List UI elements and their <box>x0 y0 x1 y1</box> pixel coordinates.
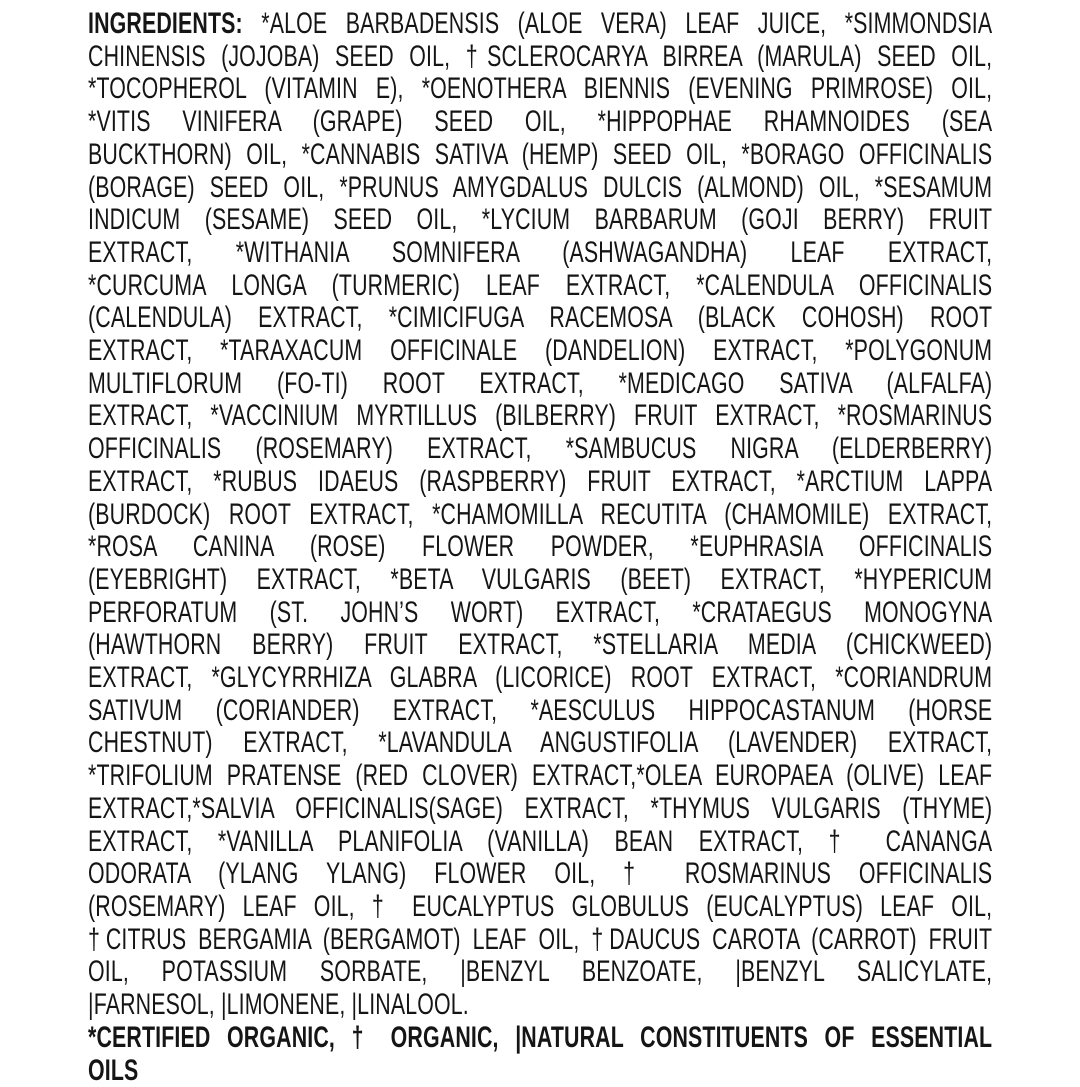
ingredients-line: †CITRUS BERGAMIA (BERGAMOT) LEAF OIL, †DAUCUS CAROTA (CARROT) FRUIT <box>88 924 992 957</box>
ingredients-line: OILS <box>88 1055 992 1087</box>
ingredients-line: OIL, POTASSIUM SORBATE, |BENZYL BENZOATE, |BENZYL SALICYLATE, <box>88 956 992 989</box>
ingredients-line: INGREDIENTS: *ALOE BARBADENSIS (ALOE VERA) LEAF JUICE, *SIMMONDSIA <box>88 8 992 41</box>
ingredients-line: ODORATA (YLANG YLANG) FLOWER OIL, † ROSMARINUS OFFICINALIS <box>88 858 992 891</box>
ingredients-line: *TOCOPHEROL (VITAMIN E), *OENOTHERA BIENNIS (EVENING PRIMROSE) OIL, <box>88 73 992 106</box>
ingredients-line: *CERTIFIED ORGANIC, † ORGANIC, |NATURAL CONSTITUENTS OF ESSENTIAL <box>88 1022 992 1055</box>
ingredients-line: MULTIFLORUM (FO-TI) ROOT EXTRACT, *MEDICAGO SATIVA (ALFALFA) <box>88 368 992 401</box>
ingredients-line: (ROSEMARY) LEAF OIL, † EUCALYPTUS GLOBULUS (EUCALYPTUS) LEAF OIL, <box>88 891 992 924</box>
ingredients-line: *ROSA CANINA (ROSE) FLOWER POWDER, *EUPHRASIA OFFICINALIS <box>88 531 992 564</box>
ingredients-line: (EYEBRIGHT) EXTRACT, *BETA VULGARIS (BEET) EXTRACT, *HYPERICUM <box>88 564 992 597</box>
ingredients-line: EXTRACT, *GLYCYRRHIZA GLABRA (LICORICE) ROOT EXTRACT, *CORIANDRUM <box>88 662 992 695</box>
ingredients-line: BUCKTHORN) OIL, *CANNABIS SATIVA (HEMP) SEED OIL, *BORAGO OFFICINALIS <box>88 139 992 172</box>
ingredients-line: SATIVUM (CORIANDER) EXTRACT, *AESCULUS HIPPOCASTANUM (HORSE <box>88 695 992 728</box>
ingredients-line: CHESTNUT) EXTRACT, *LAVANDULA ANGUSTIFOLIA (LAVENDER) EXTRACT, <box>88 727 992 760</box>
ingredients-line: EXTRACT, *TARAXACUM OFFICINALE (DANDELION) EXTRACT, *POLYGONUM <box>88 335 992 368</box>
ingredients-line: (HAWTHORN BERRY) FRUIT EXTRACT, *STELLARIA MEDIA (CHICKWEED) <box>88 629 992 662</box>
ingredients-line: EXTRACT,*SALVIA OFFICINALIS(SAGE) EXTRACT, *THYMUS VULGARIS (THYME) <box>88 793 992 826</box>
ingredients-line: EXTRACT, *VACCINIUM MYRTILLUS (BILBERRY) FRUIT EXTRACT, *ROSMARINUS <box>88 400 992 433</box>
ingredients-line: CHINENSIS (JOJOBA) SEED OIL, †SCLEROCARYA BIRREA (MARULA) SEED OIL, <box>88 41 992 74</box>
ingredients-line: EXTRACT, *VANILLA PLANIFOLIA (VANILLA) BEAN EXTRACT, † CANANGA <box>88 826 992 859</box>
ingredients-line: EXTRACT, *WITHANIA SOMNIFERA (ASHWAGANDHA) LEAF EXTRACT, <box>88 237 992 270</box>
ingredients-line: *CURCUMA LONGA (TURMERIC) LEAF EXTRACT, *CALENDULA OFFICINALIS <box>88 270 992 303</box>
ingredients-line: |FARNESOL, |LIMONENE, |LINALOOL. <box>88 989 992 1022</box>
ingredients-line: EXTRACT, *RUBUS IDAEUS (RASPBERRY) FRUIT EXTRACT, *ARCTIUM LAPPA <box>88 466 992 499</box>
ingredients-label <box>88 8 992 1087</box>
ingredients-line: (BURDOCK) ROOT EXTRACT, *CHAMOMILLA RECUTITA (CHAMOMILE) EXTRACT, <box>88 499 992 532</box>
ingredients-line: OFFICINALIS (ROSEMARY) EXTRACT, *SAMBUCUS NIGRA (ELDERBERRY) <box>88 433 992 466</box>
ingredients-line: INDICUM (SESAME) SEED OIL, *LYCIUM BARBARUM (GOJI BERRY) FRUIT <box>88 204 992 237</box>
ingredients-line: (CALENDULA) EXTRACT, *CIMICIFUGA RACEMOSA (BLACK COHOSH) ROOT <box>88 302 992 335</box>
ingredients-line: (BORAGE) SEED OIL, *PRUNUS AMYGDALUS DULCIS (ALMOND) OIL, *SESAMUM <box>88 172 992 205</box>
ingredients-heading: INGREDIENTS: <box>88 7 243 40</box>
ingredients-line: *VITIS VINIFERA (GRAPE) SEED OIL, *HIPPOPHAE RHAMNOIDES (SEA <box>88 106 992 139</box>
ingredients-line: PERFORATUM (ST. JOHN’S WORT) EXTRACT, *CRATAEGUS MONOGYNA <box>88 597 992 630</box>
ingredients-line: *TRIFOLIUM PRATENSE (RED CLOVER) EXTRACT,*OLEA EUROPAEA (OLIVE) LEAF <box>88 760 992 793</box>
